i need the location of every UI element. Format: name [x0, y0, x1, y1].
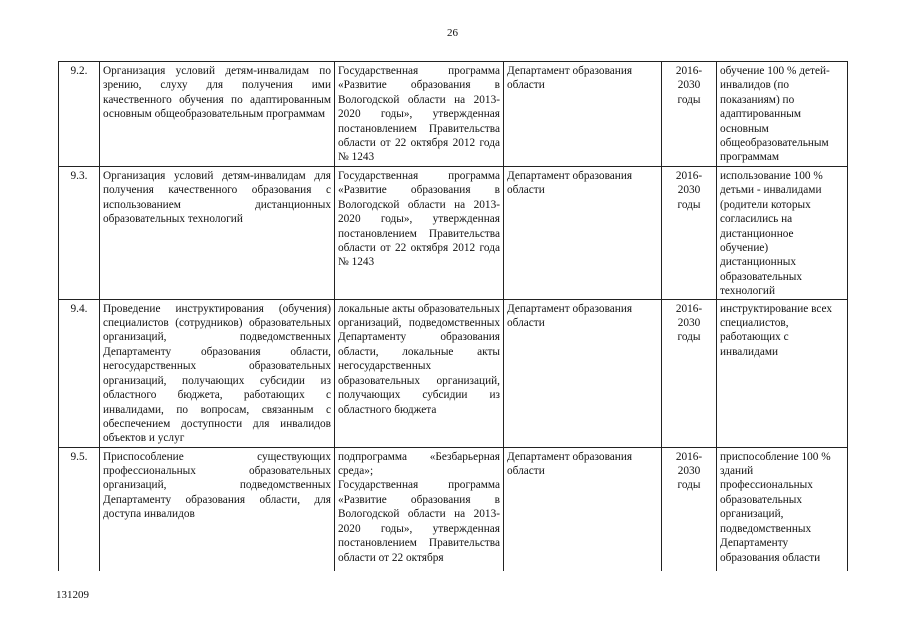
result-cell: приспособление 100 % зданий профессиональных образовательных организаций, подведомственных Департаменту образования области — [717, 447, 848, 571]
responsible-cell: Департамент образования области — [504, 167, 662, 300]
document-cell: локальные акты образовательных организаций, подведомственных Департаменту образования области, локальные акты негосударственных образовательных организаций, получающих субсидии из областного бюджета — [335, 299, 504, 447]
measures-table — [58, 61, 848, 571]
document-code: 131209 — [56, 589, 89, 601]
term-cell: 2016- 2030 годы — [662, 299, 717, 447]
activity-cell: Организация условий детям-инвалидам по зрению, слуху для получения ими качественного обучения по адаптированным основным общеобразовательным программам — [100, 62, 335, 167]
page-number: 26 — [447, 27, 458, 39]
row-number: 9.2. — [59, 62, 100, 167]
table-row — [59, 299, 848, 447]
row-number: 9.3. — [59, 167, 100, 300]
responsible-cell: Департамент образования области — [504, 299, 662, 447]
table-row — [59, 167, 848, 300]
row-number: 9.5. — [59, 447, 100, 571]
document-cell: Государственная программа «Развитие образования в Вологодской области на 2013-2020 годы», утвержденная постановлением Правительства области от 22 октября 2012 года № 1243 — [335, 167, 504, 300]
term-cell: 2016- 2030 годы — [662, 447, 717, 571]
responsible-cell: Департамент образования области — [504, 62, 662, 167]
result-cell: инструктирование всех специалистов, работающих с инвалидами — [717, 299, 848, 447]
activity-cell: Проведение инструктирования (обучения) специалистов (сотрудников) образовательных организаций, подведомственных Департаменту образования области, негосударственных образовательных организаций, получающих субсидии из областного бюджета, работающих с инвалидами, по вопросам, связанным с обеспечением доступности для инвалидов объектов и услуг — [100, 299, 335, 447]
result-cell: обучение 100 % детей-инвалидов (по показаниям) по адаптированным основным общеобразовательным программам — [717, 62, 848, 167]
result-cell: использование 100 % детьми - инвалидами (родители которых согласились на дистанционное обучение) дистанционных образовательных технологий — [717, 167, 848, 300]
table-row — [59, 447, 848, 571]
document-cell: подпрограмма «Безбарьерная среда»; Государственная программа «Развитие образования в Вологодской области на 2013-2020 годы», утвержденная постановлением Правительства области от 22 октября — [335, 447, 504, 571]
table-row — [59, 62, 848, 167]
term-cell: 2016- 2030 годы — [662, 167, 717, 300]
responsible-cell: Департамент образования области — [504, 447, 662, 571]
term-cell: 2016- 2030 годы — [662, 62, 717, 167]
activity-cell: Приспособление существующих профессиональных образовательных организаций, подведомственных Департаменту образования области, для доступа инвалидов — [100, 447, 335, 571]
activity-cell: Организация условий детям-инвалидам для получения качественного образования с использованием дистанционных образовательных технологий — [100, 167, 335, 300]
document-cell: Государственная программа «Развитие образования в Вологодской области на 2013-2020 годы», утвержденная постановлением Правительства области от 22 октября 2012 года № 1243 — [335, 62, 504, 167]
row-number: 9.4. — [59, 299, 100, 447]
